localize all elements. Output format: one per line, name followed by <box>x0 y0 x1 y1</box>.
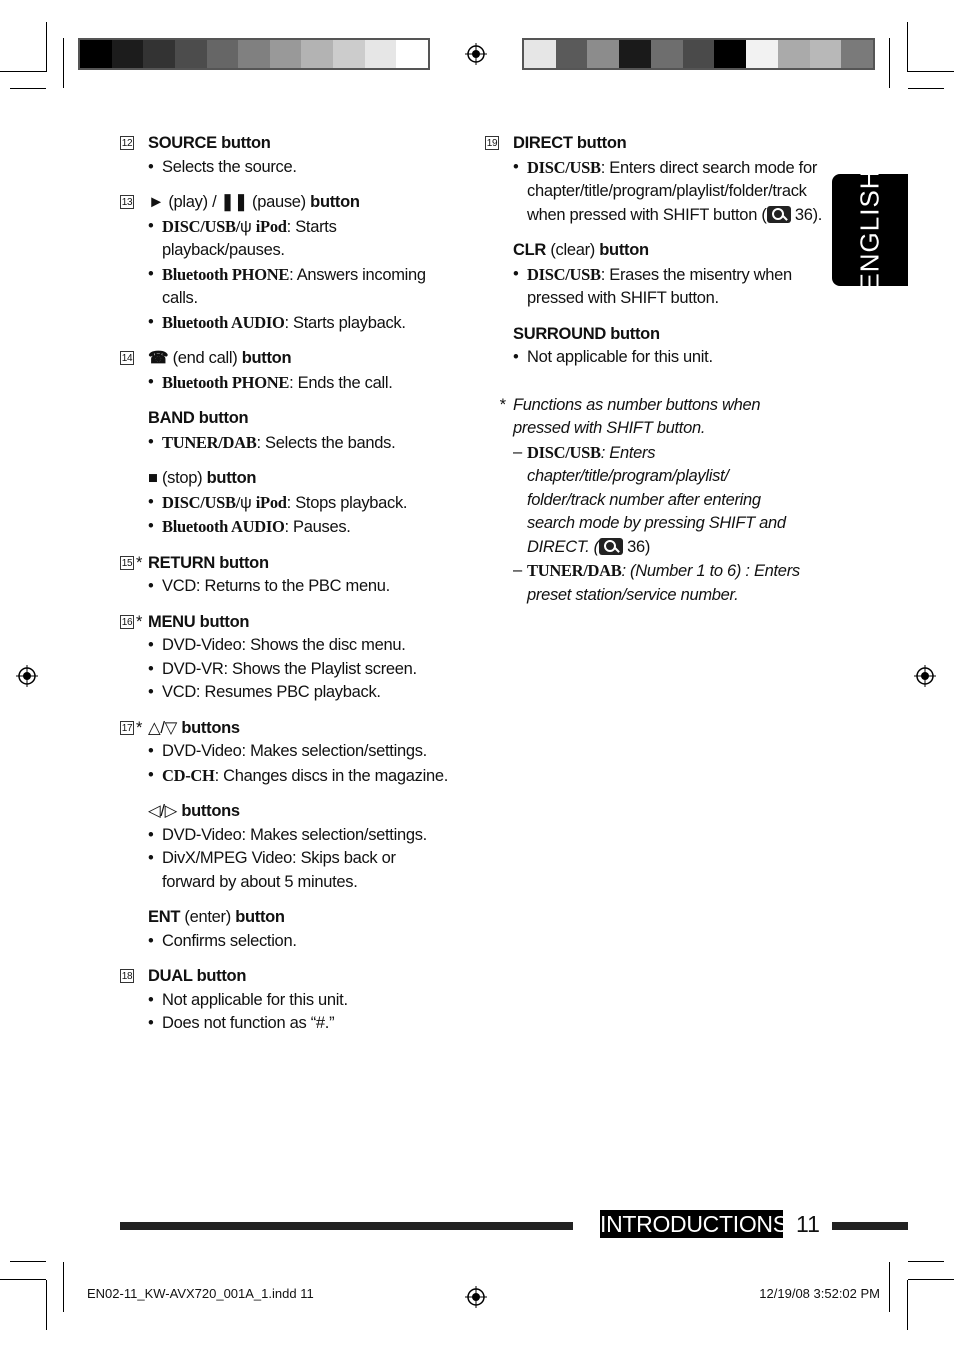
left-right-arrow-icon: ◁/▷ <box>148 802 178 820</box>
item-number: 14 <box>121 353 133 364</box>
bullet: • DVD-VR: Shows the Playlist screen. <box>148 658 458 682</box>
color-swatch <box>301 40 333 68</box>
item-title: SOURCE button <box>148 134 271 152</box>
usb-icon: ψ <box>240 493 252 512</box>
ent-title: ENT (enter) button <box>148 908 285 926</box>
item-16 <box>121 611 458 705</box>
footnote <box>499 394 809 608</box>
item-17 <box>121 717 458 954</box>
footnote-dash-item: – TUNER/DAB: (Number 1 to 6) : Enters preset station/service number. <box>513 561 800 604</box>
item-title: ► (play) / ❚❚ (pause) button <box>148 193 360 211</box>
bullet: • Does not function as “#.” <box>148 1012 458 1036</box>
registration-mark-icon <box>465 1286 487 1308</box>
bullet: • DVD-Video: Makes selection/settings. <box>148 824 458 848</box>
magnifier-icon <box>767 206 791 223</box>
color-swatch <box>143 40 175 68</box>
bullet: • Not applicable for this unit. <box>148 989 458 1013</box>
bullet: • DISC/USB: Enters direct search mode for chapter/title/program/playlist/folder/track when pressed with SHIFT button ( 36). <box>513 156 823 228</box>
color-swatch <box>270 40 302 68</box>
lr-title: ◁/▷ buttons <box>148 802 240 820</box>
bullet: • DISC/USB/ψ iPod: Starts playback/pauses. <box>148 215 458 263</box>
surround-title: SURROUND button <box>513 324 660 343</box>
bullet: • VCD: Resumes PBC playback. <box>148 681 458 705</box>
crop-mark <box>46 1280 47 1330</box>
color-swatch <box>396 40 428 68</box>
crop-mark <box>46 22 47 72</box>
registration-mark-icon <box>914 665 936 687</box>
footnote-text: Functions as number buttons when pressed with SHIFT button. <box>513 395 761 437</box>
color-swatch <box>778 40 810 68</box>
bullet: • DISC/USB: Erases the misentry when pressed with SHIFT button. <box>513 263 823 311</box>
item-19 <box>486 132 823 370</box>
bullet: • Bluetooth PHONE: Ends the call. <box>148 371 458 396</box>
item-number: 17 <box>121 722 133 734</box>
bullet: • DVD-Video: Makes selection/settings. <box>148 740 458 764</box>
crop-mark <box>908 1279 954 1280</box>
bullet: • CD-CH: Changes discs in the magazine. <box>148 764 458 789</box>
color-swatch <box>714 40 746 68</box>
crop-mark <box>0 71 46 72</box>
color-swatch <box>810 40 842 68</box>
section-rule <box>120 1222 573 1230</box>
asterisk: * <box>136 718 143 737</box>
item-title: △/▽ buttons <box>148 718 240 737</box>
crop-mark <box>889 1262 890 1312</box>
bullet: • Bluetooth PHONE: Answers incoming calls. <box>148 263 458 311</box>
color-swatch <box>365 40 397 68</box>
color-swatch <box>80 40 112 68</box>
up-down-arrow-icon: △/▽ <box>148 718 178 737</box>
crop-mark <box>10 88 46 89</box>
clr-title: CLR (clear) button <box>513 241 649 259</box>
item-13 <box>121 191 458 335</box>
bullet: • TUNER/DAB: Selects the bands. <box>148 431 458 456</box>
color-swatch <box>587 40 619 68</box>
right-column <box>486 132 823 607</box>
section-label: INTRODUCTIONS <box>600 1211 788 1237</box>
stop-title: ■ (stop) button <box>148 469 257 487</box>
item-number: 15 <box>121 557 133 569</box>
bullet: • Confirms selection. <box>148 930 458 954</box>
item-number: 13 <box>121 197 133 208</box>
item-number: 19 <box>486 138 498 149</box>
color-swatch <box>175 40 207 68</box>
item-18 <box>121 965 458 1036</box>
crop-mark <box>908 88 944 89</box>
footer-filename: EN02-11_KW-AVX720_001A_1.indd 11 <box>87 1286 314 1301</box>
item-title: MENU button <box>148 612 250 631</box>
bullet: • Not applicable for this unit. <box>513 346 823 370</box>
magnifier-icon <box>599 538 623 555</box>
left-column <box>121 132 458 1048</box>
bullet: • Bluetooth AUDIO: Pauses. <box>148 515 458 540</box>
crop-mark <box>63 1262 64 1312</box>
color-swatch <box>683 40 715 68</box>
color-calibration-bar-left <box>78 38 430 70</box>
footer-timestamp: 12/19/08 3:52:02 PM <box>759 1286 880 1301</box>
play-icon: ► <box>148 193 165 211</box>
bullet: • Bluetooth AUDIO: Starts playback. <box>148 311 458 336</box>
color-calibration-bar-right <box>522 38 875 70</box>
item-14 <box>121 347 458 540</box>
end-call-icon: ☎ <box>148 349 169 367</box>
bullet: • DVD-Video: Shows the disc menu. <box>148 634 458 658</box>
bullet: • VCD: Returns to the PBC menu. <box>148 575 458 599</box>
registration-mark-icon <box>16 665 38 687</box>
item-number: 18 <box>121 971 133 982</box>
usb-icon: ψ <box>240 217 252 236</box>
item-12 <box>121 132 458 179</box>
band-title: BAND button <box>148 409 249 427</box>
footnote-dash-item: – DISC/USB: Enters chapter/title/program/playlist/ folder/track number after entering search mode by pressing SHIFT and DIRECT. ( 36) <box>513 442 786 556</box>
asterisk: * <box>499 395 506 414</box>
color-swatch <box>746 40 778 68</box>
color-swatch <box>619 40 651 68</box>
pause-icon: ❚❚ <box>220 193 248 211</box>
page-number: 11 <box>796 1211 820 1237</box>
crop-mark <box>10 1261 46 1262</box>
stop-icon: ■ <box>148 469 158 487</box>
crop-mark <box>889 38 890 88</box>
crop-mark <box>907 1280 908 1330</box>
item-title: DIRECT button <box>513 134 627 152</box>
color-swatch <box>112 40 144 68</box>
crop-mark <box>0 1279 46 1280</box>
bullet: • DivX/MPEG Video: Skips back or forward by about 5 minutes. <box>148 847 432 894</box>
color-swatch <box>651 40 683 68</box>
color-swatch <box>841 40 873 68</box>
color-swatch <box>238 40 270 68</box>
asterisk: * <box>136 612 143 631</box>
crop-mark <box>908 71 954 72</box>
color-swatch <box>333 40 365 68</box>
crop-mark <box>907 22 908 72</box>
item-title: DUAL button <box>148 967 247 985</box>
language-tab: ENGLISH <box>832 174 908 286</box>
item-number: 16 <box>121 616 133 628</box>
crop-mark <box>908 1261 944 1262</box>
bullet: • DISC/USB/ψ iPod: Stops playback. <box>148 491 458 516</box>
item-number: 12 <box>121 138 133 149</box>
item-15 <box>121 552 458 599</box>
color-swatch <box>524 40 556 68</box>
section-rule <box>832 1222 908 1230</box>
asterisk: * <box>136 553 143 572</box>
crop-mark <box>63 38 64 88</box>
color-swatch <box>207 40 239 68</box>
item-title: ☎ (end call) button <box>148 349 292 367</box>
color-swatch <box>556 40 588 68</box>
bullet: • Selects the source. <box>148 156 458 180</box>
registration-mark-icon <box>465 43 487 65</box>
item-title: RETURN button <box>148 553 269 572</box>
